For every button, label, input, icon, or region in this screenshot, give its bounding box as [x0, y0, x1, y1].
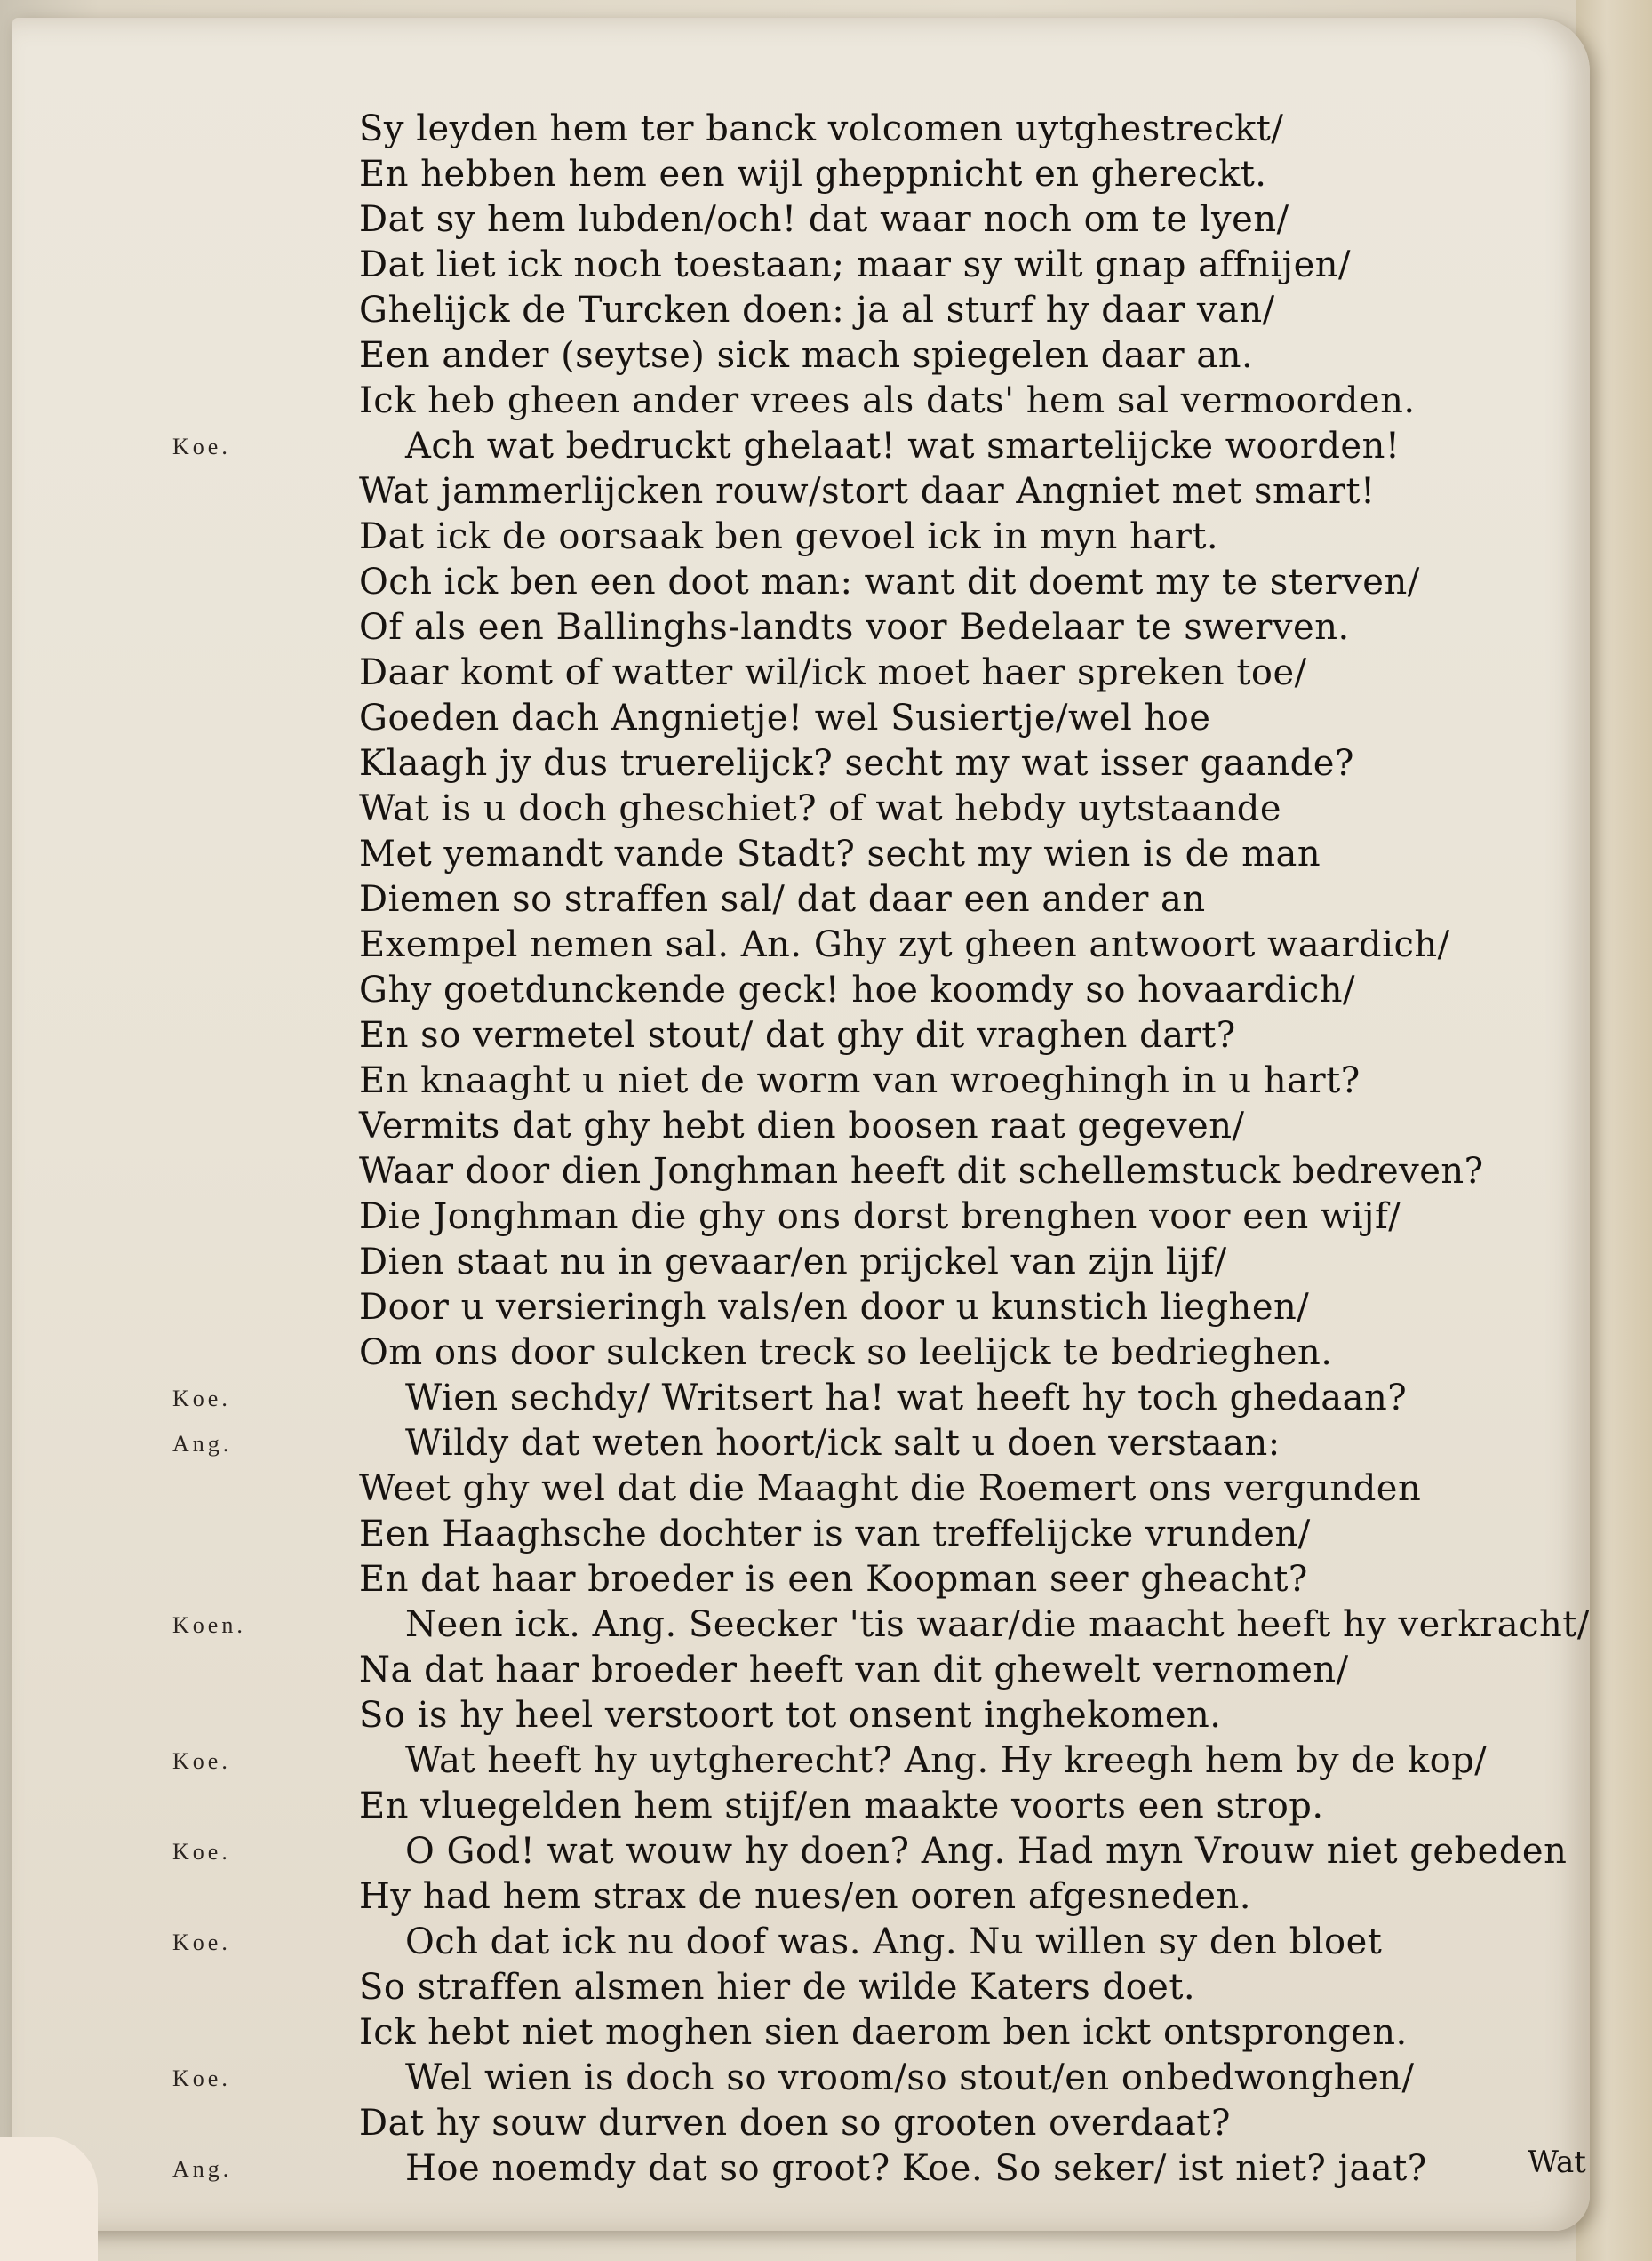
verse-text-line: Wildy dat weten hoort/ick salt u doen verstaan: [405, 1423, 1281, 1464]
verse-text-line: En dat haar broeder is een Koopman seer gheacht? [359, 1559, 1308, 1600]
verse-text-line: O God! wat wouw hy doen? Ang. Had myn Vrouw niet gebeden [405, 1831, 1568, 1872]
verse-line [359, 560, 1603, 605]
verse-line [359, 1013, 1603, 1059]
verse-text-line: Ghelijck de Turcken doen: ja al sturf hy daar van/ [359, 290, 1275, 331]
verse-text-line: Klaagh jy dus truerelijck? secht my wat isser gaande? [359, 743, 1354, 784]
verse-text-line: So straffen alsmen hier de wilde Katers doet. [359, 1967, 1196, 2008]
verse-text-line: Hy had hem strax de nues/en ooren afgesneden. [359, 1876, 1251, 1917]
verse-text-line: Dat liet ick noch toestaan; maar sy wilt gnap affnijen/ [359, 244, 1351, 285]
verse-line [359, 1149, 1603, 1194]
verse-line [359, 1693, 1603, 1738]
verse-text-line: Dat sy hem lubden/och! dat waar noch om te lyen/ [359, 199, 1289, 240]
verse-line [172, 1829, 1603, 1874]
verse-line [359, 787, 1603, 832]
verse-line [359, 1059, 1603, 1104]
verse-line [359, 696, 1603, 741]
verse-line [359, 1104, 1603, 1149]
verse-text-line: Neen ick. Ang. Seecker 'tis waar/die maacht heeft hy verkracht/ [405, 1604, 1590, 1645]
speaker-label: Koe. [172, 434, 231, 459]
verse-line [359, 1194, 1603, 1240]
speaker-label: Koe. [172, 2065, 231, 2091]
verse-text-line: Wat is u doch gheschiet? of wat hebdy uytstaande [359, 788, 1281, 829]
verse-line [359, 968, 1603, 1013]
verse-text-line: Goeden dach Angnietje! wel Susiertje/wel hoe [359, 698, 1211, 739]
verse-line [359, 1512, 1603, 1557]
speaker-label: Ang. [172, 2156, 233, 2182]
verse-text-line: En vluegelden hem stijf/en maakte voorts een strop. [359, 1786, 1324, 1826]
verse-text-line: Vermits dat ghy hebt dien boosen raat gegeven/ [359, 1106, 1245, 1146]
speaker-label: Koe. [172, 1839, 231, 1865]
verse-line [359, 379, 1603, 424]
verse-text-line: Waar door dien Jonghman heeft dit schellemstuck bedreven? [359, 1151, 1484, 1192]
verse-text-line: Dat ick de oorsaak ben gevoel ick in myn hart. [359, 516, 1219, 557]
verse-line [172, 424, 1603, 469]
verse-text-line: Hoe noemdy dat so groot? Koe. So seker/ ist niet? jaat? [405, 2148, 1427, 2189]
thumb [0, 2137, 98, 2261]
verse-line [359, 605, 1603, 651]
verse-line [359, 1648, 1603, 1693]
verse-line [359, 469, 1603, 515]
verse-line [172, 1738, 1603, 1784]
verse-line [359, 1285, 1603, 1330]
verse-text-line: Een ander (seytse) sick mach spiegelen daar an. [359, 335, 1254, 376]
verse-text-line: Ick hebt niet moghen sien daerom ben ickt ontsprongen. [359, 2012, 1408, 2053]
speaker-label: Ang. [172, 1431, 233, 1457]
verse-line [359, 1330, 1603, 1376]
verse-line [359, 1784, 1603, 1829]
verse-line [359, 923, 1603, 968]
verse-line [172, 1376, 1603, 1421]
verse-text-line: Wel wien is doch so vroom/so stout/en onbedwonghen/ [405, 2057, 1415, 2098]
verse-text-line: Wien sechdy/ Writsert ha! wat heeft hy toch ghedaan? [405, 1378, 1408, 1418]
verse-line [172, 1421, 1603, 1466]
verse-text-line: So is hy heel verstoort tot onsent inghekomen. [359, 1695, 1222, 1736]
verse-text-line: Dien staat nu in gevaar/en prijckel van zijn lijf/ [359, 1242, 1227, 1282]
verse-line [359, 1874, 1603, 1920]
verse-line [359, 107, 1603, 152]
verse-line [172, 2056, 1603, 2101]
verse-text-line: Diemen so straffen sal/ dat daar een ander an [359, 879, 1206, 920]
verse-text-line: Ick heb gheen ander vrees als dats' hem sal vermoorden. [359, 380, 1416, 421]
verse-line [359, 1466, 1603, 1512]
verse-text-line: Och dat ick nu doof was. Ang. Nu willen sy den bloet [405, 1921, 1383, 1962]
catchword: Wat [1528, 2145, 1586, 2180]
verse-line [359, 651, 1603, 696]
verse-line [359, 2010, 1603, 2056]
verse-text-line: Daar komt of watter wil/ick moet haer spreken toe/ [359, 652, 1307, 693]
verse-text-line: Dat hy souw durven doen so grooten overdaat? [359, 2103, 1231, 2144]
verse-text-line: Na dat haar broeder heeft van dit ghewelt vernomen/ [359, 1650, 1349, 1690]
speaker-label: Koe. [172, 1386, 231, 1411]
verse-text-line: Met yemandt vande Stadt? secht my wien is de man [359, 834, 1321, 875]
verse-line [359, 741, 1603, 787]
verse-text-line: Exempel nemen sal. An. Ghy zyt gheen antwoort waardich/ [359, 924, 1450, 965]
verse-line [359, 2101, 1603, 2146]
verse-text-line: Om ons door sulcken treck so leelijck te bedrieghen. [359, 1332, 1333, 1373]
verse-line [359, 152, 1603, 197]
verse-text-line: Wat heeft hy uytgherecht? Ang. Hy kreegh hem by de kop/ [405, 1740, 1488, 1781]
verse-line [359, 1240, 1603, 1285]
verse-line [359, 1557, 1603, 1602]
verse-text-line: Sy leyden hem ter banck volcomen uytghestreckt/ [359, 108, 1284, 149]
verse-text [172, 107, 1603, 2192]
verse-text-line: Wat jammerlijcken rouw/stort daar Angniet met smart! [359, 471, 1376, 512]
verse-text-line: Die Jonghman die ghy ons dorst brenghen voor een wijf/ [359, 1196, 1401, 1237]
verse-text-line: Een Haaghsche dochter is van treffelijcke vrunden/ [359, 1514, 1311, 1554]
verse-line [359, 877, 1603, 923]
verse-text-line: Weet ghy wel dat die Maaght die Roemert ons vergunden [359, 1468, 1422, 1509]
verse-line [359, 197, 1603, 243]
verse-line [172, 1602, 1603, 1648]
verse-text-line: Door u versieringh vals/en door u kunstich lieghen/ [359, 1287, 1310, 1328]
verse-text-line: En knaaght u niet de worm van wroeghingh in u hart? [359, 1060, 1361, 1101]
speaker-label: Koe. [172, 1748, 231, 1774]
verse-line [359, 288, 1603, 333]
verse-line [172, 1920, 1603, 1965]
verse-line [359, 243, 1603, 288]
verse-line [359, 333, 1603, 379]
bleed-through-text [492, 2149, 866, 2202]
verse-text-line: Ach wat bedruckt ghelaat! wat smartelijcke woorden! [405, 426, 1401, 467]
verse-text-line: Ghy goetdunckende geck! hoe koomdy so hovaardich/ [359, 970, 1355, 1011]
verse-text-line: Of als een Ballinghs-landts voor Bedelaar te swerven. [359, 607, 1350, 648]
verse-text-line: En so vermetel stout/ dat ghy dit vraghen dart? [359, 1015, 1236, 1056]
speaker-label: Koe. [172, 1929, 231, 1955]
verse-text-line: Och ick ben een doot man: want dit doemt my te sterven/ [359, 562, 1420, 603]
verse-line [359, 832, 1603, 877]
verse-line [359, 1965, 1603, 2010]
speaker-label: Koen. [172, 1612, 246, 1638]
verse-text-line: En hebben hem een wijl gheppnicht en ghereckt. [359, 154, 1267, 195]
verse-line [359, 515, 1603, 560]
book-page [12, 18, 1590, 2231]
